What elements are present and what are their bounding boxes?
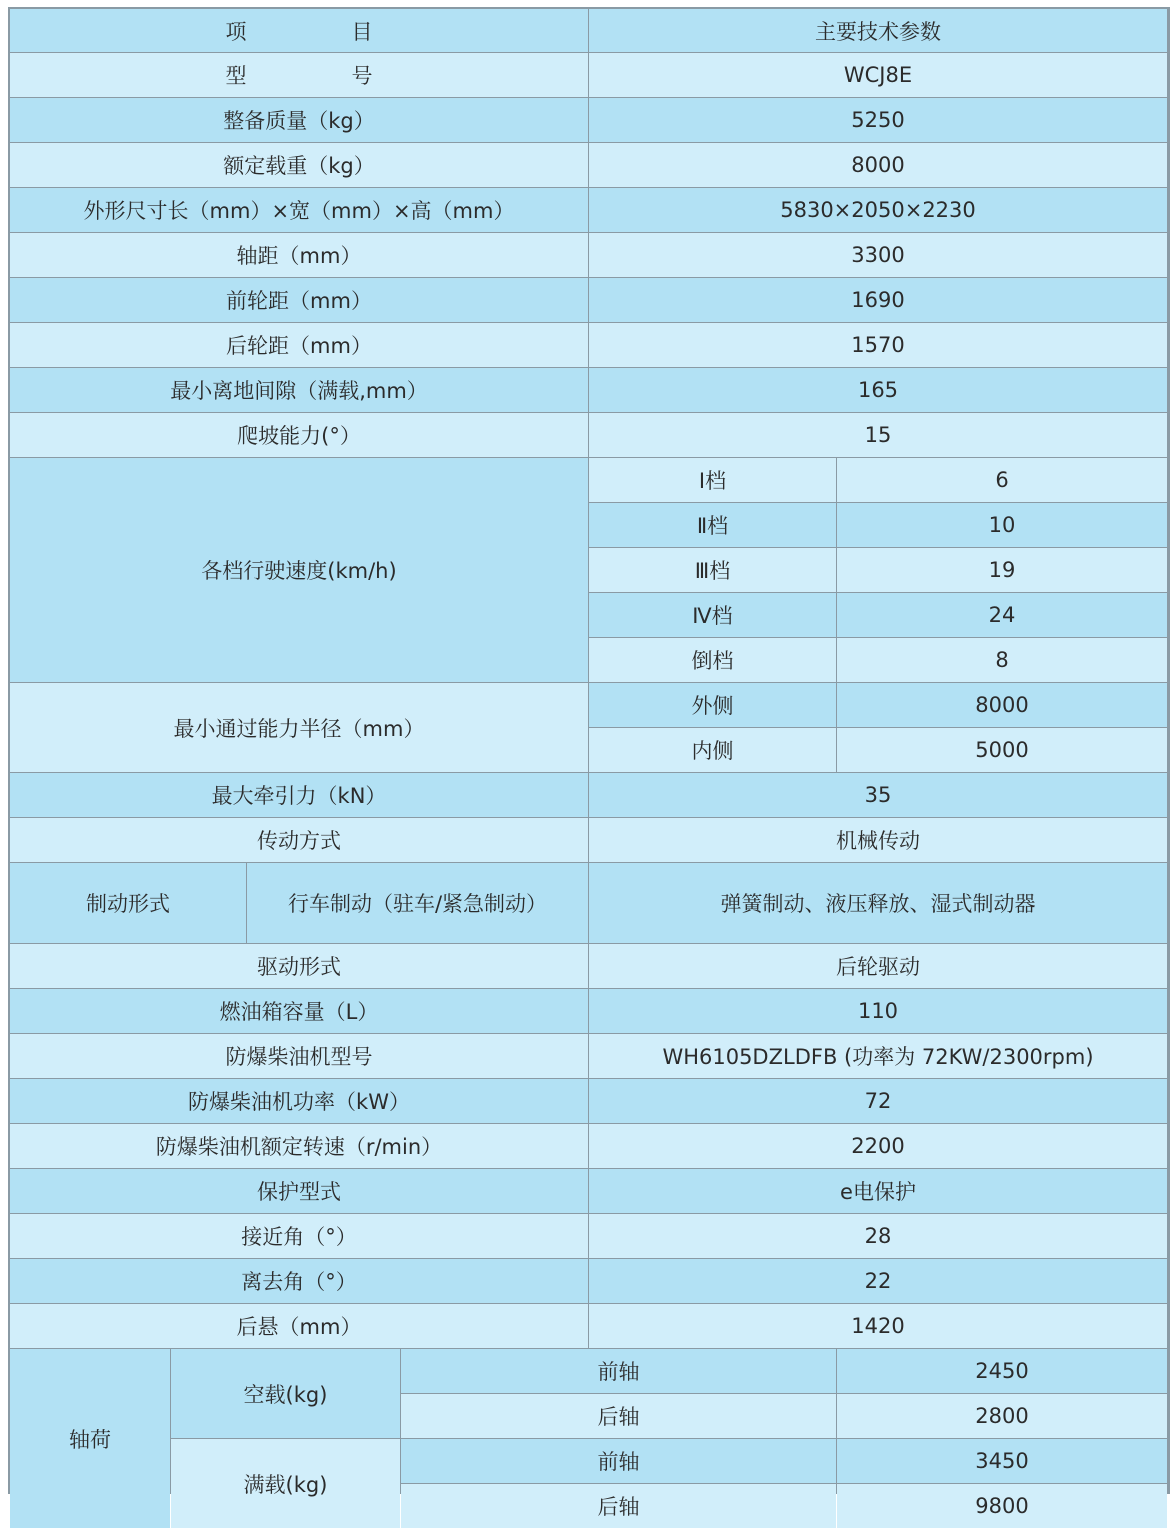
speed-label: 各档行驶速度(km/h) xyxy=(10,458,588,682)
row-value: 后轮驱动 xyxy=(589,944,1167,988)
row-label: 整备质量（kg） xyxy=(10,98,588,142)
row-value: 22 xyxy=(589,1259,1167,1303)
row-label: 型 号 xyxy=(10,53,588,97)
row-value: e电保护 xyxy=(589,1169,1167,1213)
row-label: 防爆柴油机额定转速（r/min） xyxy=(10,1124,588,1168)
row-label: 接近角（°） xyxy=(10,1214,588,1258)
axle-empty-label: 空载(kg) xyxy=(171,1349,400,1438)
row-value: 28 xyxy=(589,1214,1167,1258)
brake-label: 制动形式 xyxy=(10,863,246,943)
row-value: 1420 xyxy=(589,1304,1167,1348)
axle-label: 轴荷 xyxy=(10,1349,170,1528)
row-label: 轴距（mm） xyxy=(10,233,588,277)
row-label: 防爆柴油机功率（kW） xyxy=(10,1079,588,1123)
row-label: 防爆柴油机型号 xyxy=(10,1034,588,1078)
row-value: 1690 xyxy=(589,278,1167,322)
axle-rear-label: 后轴 xyxy=(401,1484,836,1528)
row-label: 前轮距（mm） xyxy=(10,278,588,322)
row-value: 3300 xyxy=(589,233,1167,277)
brake-value: 弹簧制动、液压释放、湿式制动器 xyxy=(589,863,1167,943)
gear-label: 倒档 xyxy=(589,638,836,682)
row-label: 额定载重（kg） xyxy=(10,143,588,187)
row-label: 后悬（mm） xyxy=(10,1304,588,1348)
row-label: 燃油箱容量（L） xyxy=(10,989,588,1033)
row-value: 72 xyxy=(589,1079,1167,1123)
header-item: 项 目 xyxy=(10,9,588,52)
row-label: 后轮距（mm） xyxy=(10,323,588,367)
axle-rear-label: 后轴 xyxy=(401,1394,836,1438)
radius-side: 外侧 xyxy=(589,683,836,727)
row-value: 8000 xyxy=(589,143,1167,187)
gear-value: 6 xyxy=(837,458,1167,502)
row-label: 驱动形式 xyxy=(10,944,588,988)
spec-table xyxy=(8,7,1170,1519)
gear-label: Ⅱ档 xyxy=(589,503,836,547)
row-value: 15 xyxy=(589,413,1167,457)
gear-label: Ⅰ档 xyxy=(589,458,836,502)
radius-value: 5000 xyxy=(837,728,1167,772)
gear-value: 19 xyxy=(837,548,1167,592)
row-value: 机械传动 xyxy=(589,818,1167,862)
axle-value: 2800 xyxy=(837,1394,1167,1438)
axle-front-label: 前轴 xyxy=(401,1349,836,1393)
gear-value: 10 xyxy=(837,503,1167,547)
row-label: 外形尺寸长（mm）×宽（mm）×高（mm） xyxy=(10,188,588,232)
radius-label: 最小通过能力半径（mm） xyxy=(10,683,588,772)
gear-label: Ⅲ档 xyxy=(589,548,836,592)
row-label: 传动方式 xyxy=(10,818,588,862)
radius-value: 8000 xyxy=(837,683,1167,727)
brake-sub-label: 行车制动（驻车/紧急制动） xyxy=(247,863,588,943)
row-value: 110 xyxy=(589,989,1167,1033)
row-value: WCJ8E xyxy=(589,53,1167,97)
axle-value: 2450 xyxy=(837,1349,1167,1393)
axle-front-label: 前轴 xyxy=(401,1439,836,1483)
row-value: 165 xyxy=(589,368,1167,412)
row-value: 2200 xyxy=(589,1124,1167,1168)
row-label: 离去角（°） xyxy=(10,1259,588,1303)
row-value: 35 xyxy=(589,773,1167,817)
row-label: 保护型式 xyxy=(10,1169,588,1213)
header-params: 主要技术参数 xyxy=(589,9,1167,52)
radius-side: 内侧 xyxy=(589,728,836,772)
row-value: WH6105DZLDFB (功率为 72KW/2300rpm) xyxy=(589,1034,1167,1078)
gear-value: 8 xyxy=(837,638,1167,682)
row-label: 最小离地间隙（满载,mm） xyxy=(10,368,588,412)
row-label: 最大牵引力（kN） xyxy=(10,773,588,817)
row-value: 1570 xyxy=(589,323,1167,367)
axle-value: 9800 xyxy=(837,1484,1167,1528)
axle-full-label: 满载(kg) xyxy=(171,1439,400,1528)
row-label: 爬坡能力(°） xyxy=(10,413,588,457)
gear-value: 24 xyxy=(837,593,1167,637)
axle-value: 3450 xyxy=(837,1439,1167,1483)
gear-label: Ⅳ档 xyxy=(589,593,836,637)
row-value: 5250 xyxy=(589,98,1167,142)
row-value: 5830×2050×2230 xyxy=(589,188,1167,232)
